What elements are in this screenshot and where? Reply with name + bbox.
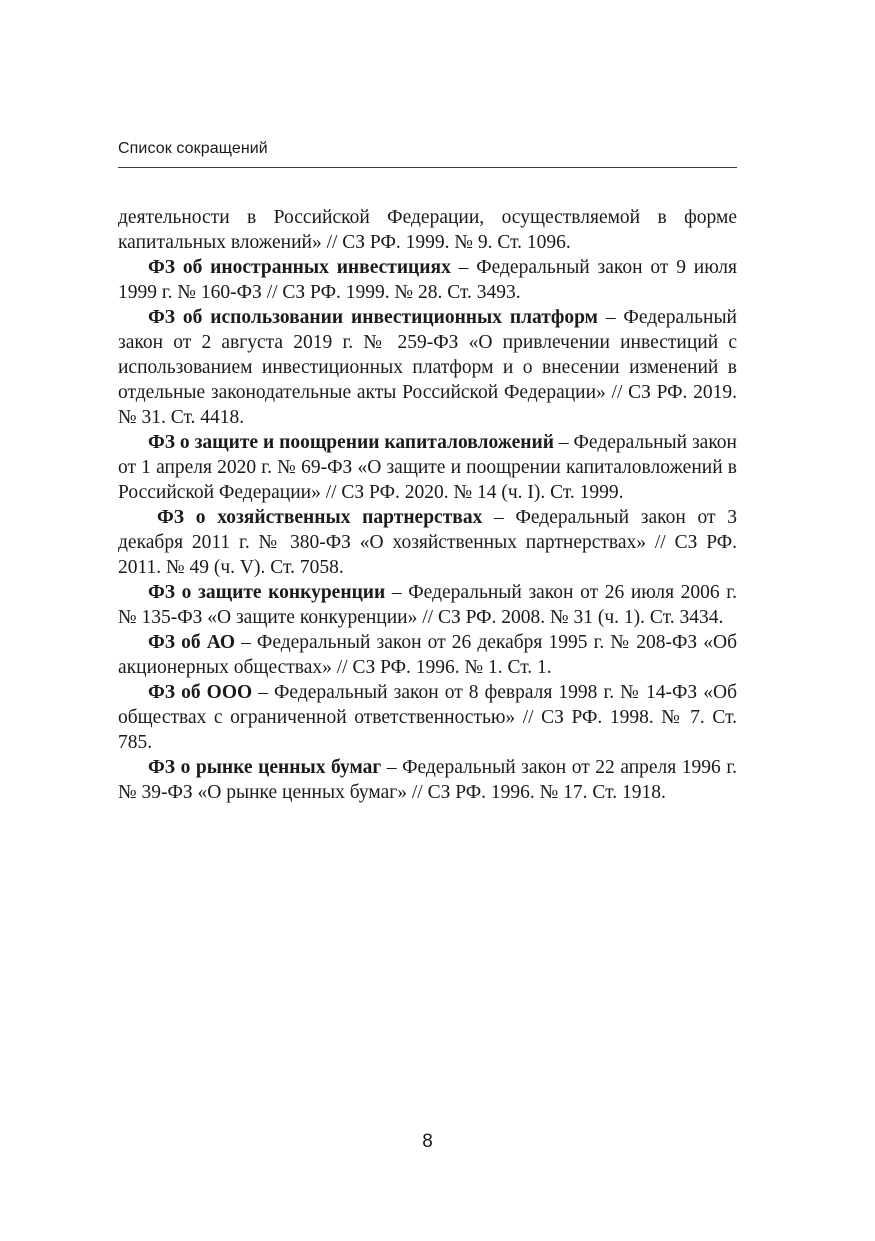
running-title: Список сокращений (118, 140, 268, 157)
page-number: 8 (422, 1131, 433, 1152)
abbreviation-entry (118, 430, 737, 505)
abbreviation-entry (118, 630, 737, 680)
abbreviation-term: ФЗ об иностранных инвестициях (148, 257, 451, 278)
abbreviation-term: ФЗ о защите и поощрении капиталовложений (148, 432, 554, 453)
abbreviation-definition: – Федеральный закон от 26 декабря 1995 г. № 208-ФЗ «Об акционерных обществах» // СЗ РФ. 1996. № 1. Ст. 1. (118, 632, 737, 678)
abbreviation-entry (118, 580, 737, 630)
abbreviation-term: ФЗ о рынке ценных бумаг (148, 757, 382, 778)
abbreviation-definition: – Федеральный закон от 3 декабря 2011 г. № 380-ФЗ «О хозяйственных партнерствах» // СЗ РФ. 2011. № 49 (ч. V). Ст. 7058. (118, 507, 737, 578)
abbreviation-entry (118, 505, 737, 580)
abbreviation-definition: – Федеральный закон от 8 февраля 1998 г. № 14-ФЗ «Об обществах с ограниченной ответственностью» // СЗ РФ. 1998. № 7. Ст. 785. (118, 682, 737, 753)
abbreviation-definition: – Федеральный закон от 26 июля 2006 г. № 135-ФЗ «О защите конкуренции» // СЗ РФ. 2008. № 31 (ч. 1). Ст. 3434. (118, 582, 737, 628)
abbreviation-entry (118, 755, 737, 805)
abbreviation-entry (118, 680, 737, 755)
abbreviation-definition: – Федеральный закон от 22 апреля 1996 г. № 39-ФЗ «О рынке ценных бумаг» // СЗ РФ. 1996. № 17. Ст. 1918. (118, 757, 737, 803)
abbreviation-entry (118, 255, 737, 305)
abbreviation-term: ФЗ об АО (148, 632, 235, 653)
abbreviation-term: ФЗ о защите конкуренции (148, 582, 386, 603)
abbreviation-definition: – Федеральный закон от 1 апреля 2020 г. № 69-ФЗ «О защите и поощрении капиталовложений в Российской Федерации» // СЗ РФ. 2020. № 14 (ч. I). Ст. 1999. (118, 432, 737, 503)
abbreviation-definition: – Федеральный закон от 2 августа 2019 г. № 259-ФЗ «О привлечении инвестиций с использованием инвестиционных платформ и о внесении изменений в отдельные законодательные акты Российской Федерации» // СЗ РФ. 2019. № 31. Ст. 4418. (118, 307, 737, 428)
abbreviation-term: ФЗ о хозяйственных партнерствах (157, 507, 483, 528)
abbreviation-term: ФЗ об ООО (148, 682, 253, 703)
abbreviation-entry (118, 305, 737, 430)
abbreviation-term: ФЗ об использовании инвестиционных платформ (148, 307, 598, 328)
abbreviations-list (118, 205, 737, 805)
abbreviation-definition: – Федеральный закон от 9 июля 1999 г. № 160-ФЗ // СЗ РФ. 1999. № 28. Ст. 3493. (118, 257, 737, 303)
header-divider (118, 167, 737, 168)
continued-paragraph: деятельности в Российской Федерации, осуществляемой в форме капитальных вложений» // СЗ РФ. 1999. № 9. Ст. 1096. (118, 207, 737, 253)
